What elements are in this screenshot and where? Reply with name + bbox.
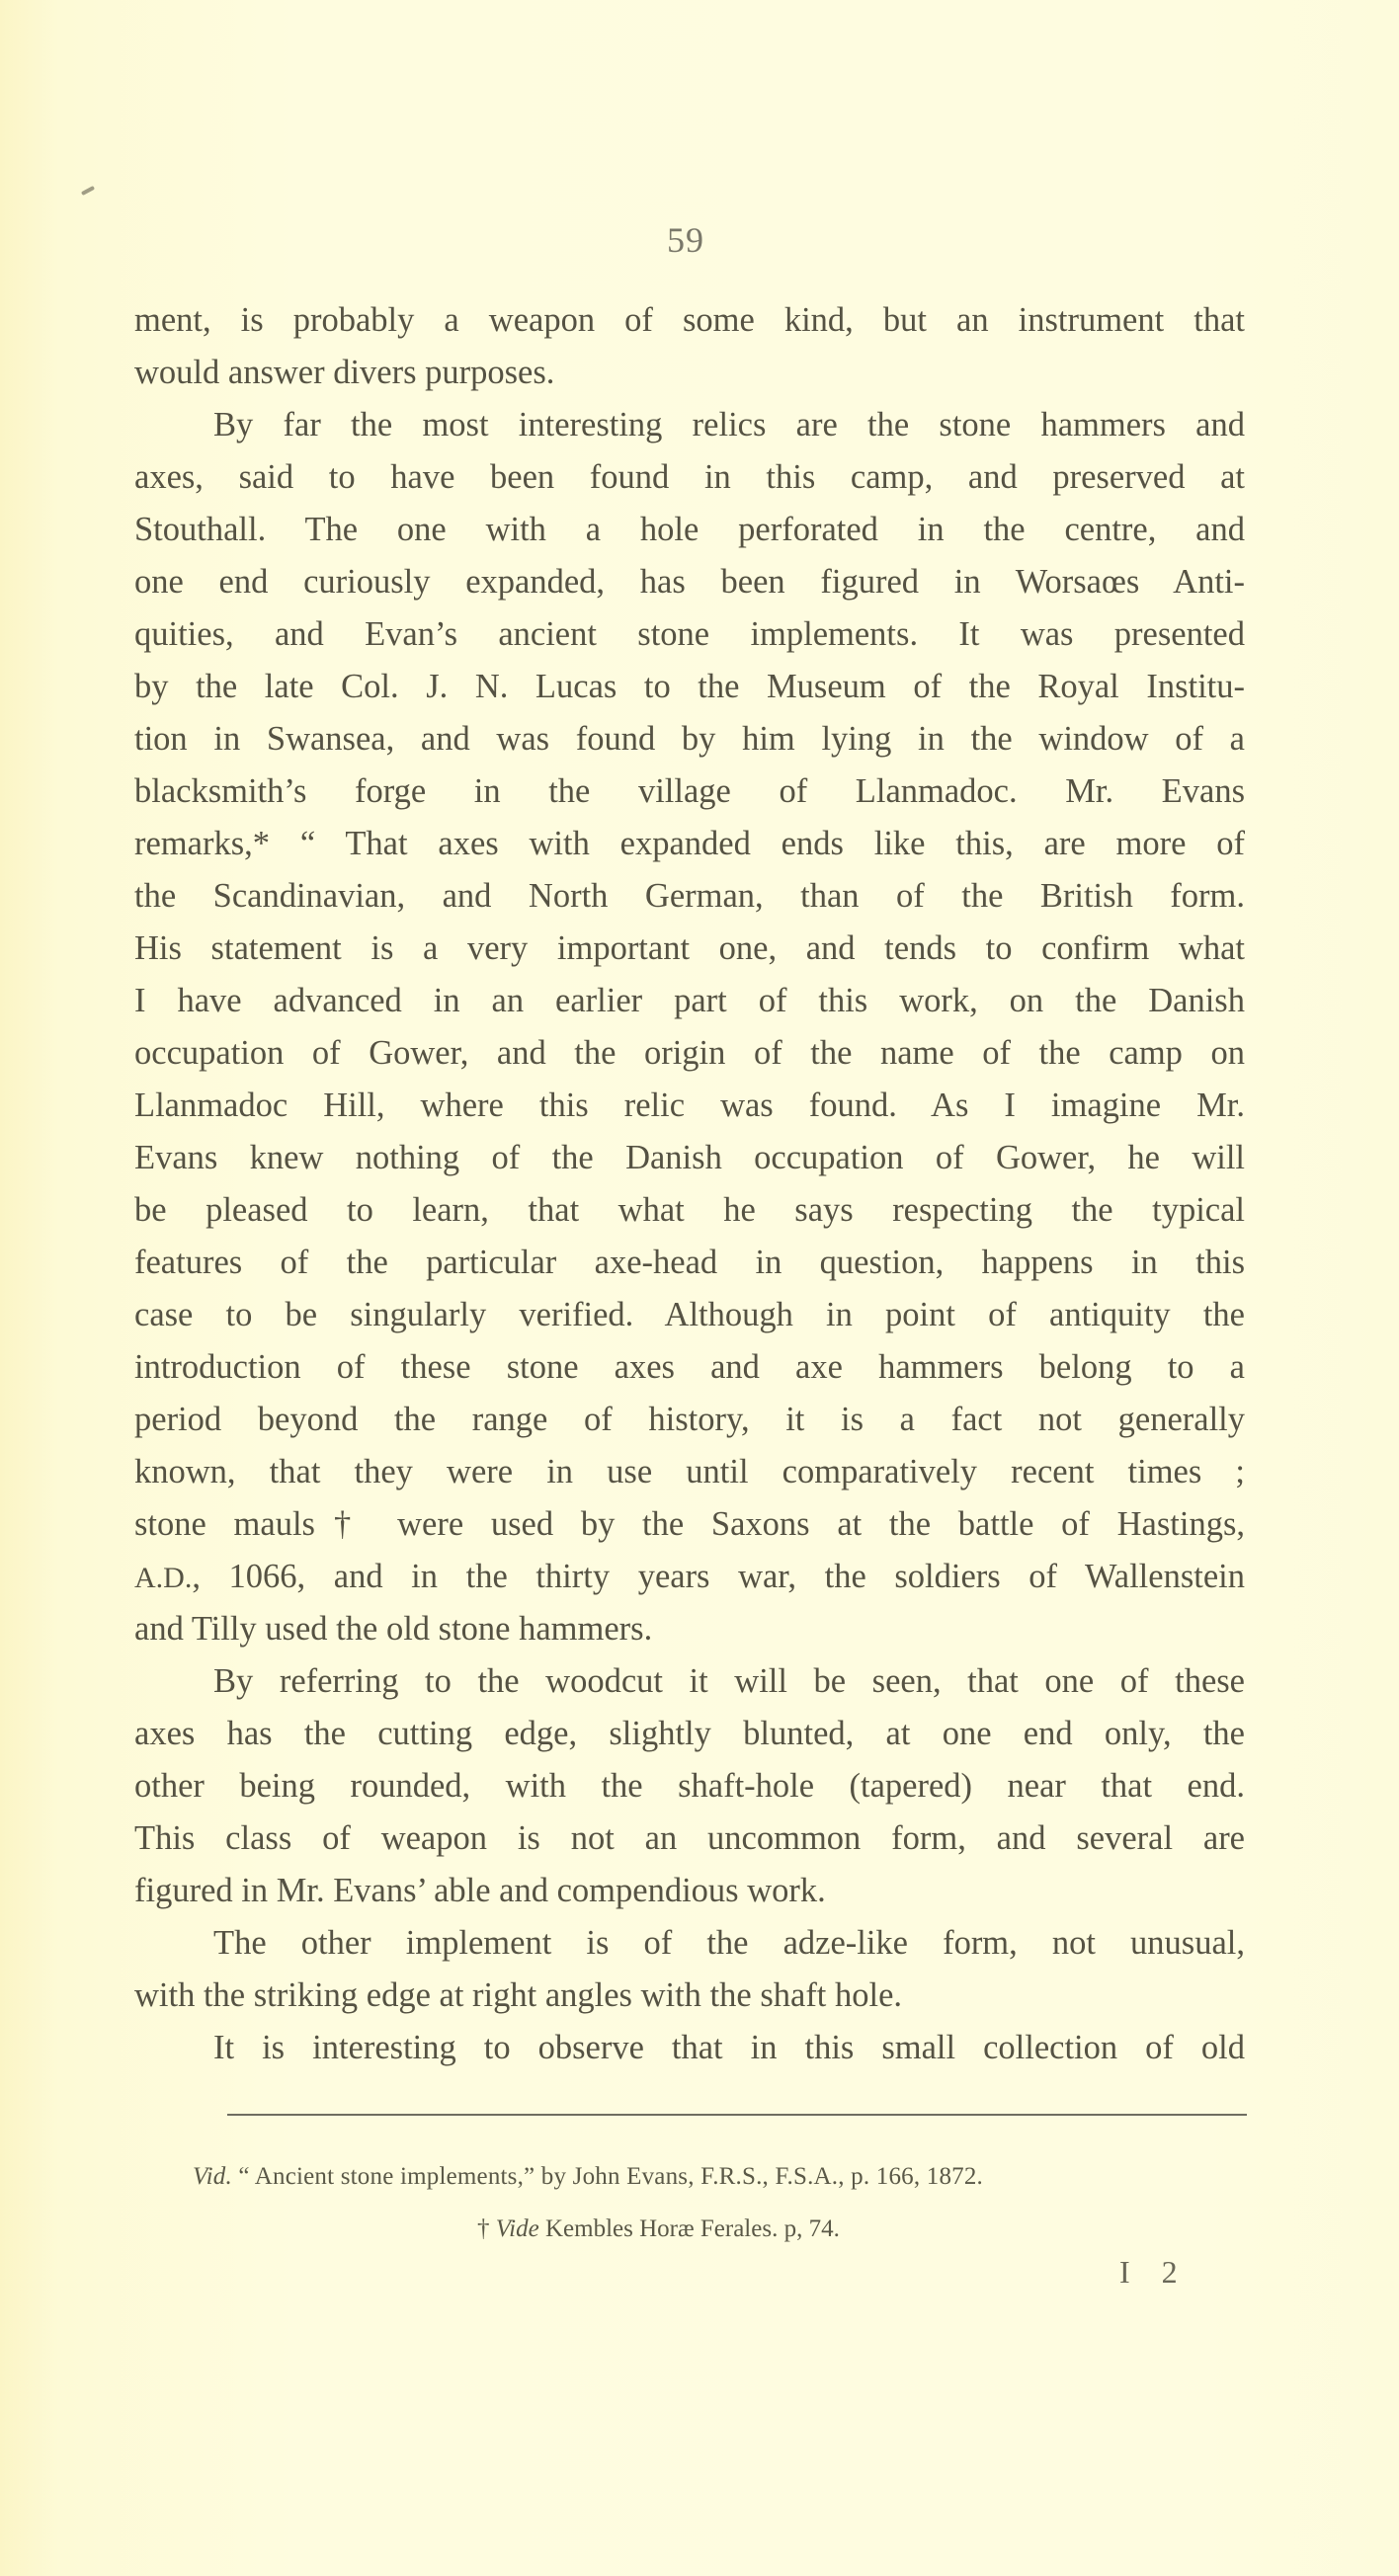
body-text [134,294,1245,2074]
footnote-marker: Vide [495,2215,539,2242]
paragraph-start-line: By far the most interesting relics are the stone hammers and [213,406,1245,443]
paragraph-start-line: It is interesting to observe that in this small collection of old [213,2029,1245,2066]
text-line [134,1551,1245,1603]
text-line: Llanmadoc Hill, where this relic was found. As I imagine Mr. [134,1087,1245,1124]
line-remainder: , 1066, and in the thirty years war, the soldiers of Wallenstein [192,1558,1245,1595]
footnote-text: “ Ancient stone implements,” by John Evans, F.R.S., F.S.A., p. 166, 1872. [231,2163,984,2190]
footnote-marker: Vid. [193,2163,232,2190]
text-line: tion in Swansea, and was found by him lying in the window of a [134,720,1245,758]
dagger-symbol: † [477,2215,496,2242]
text-line: one end curiously expanded, has been figured in Worsaœs Anti- [134,563,1245,601]
text-line: axes, said to have been found in this camp, and preserved at [134,458,1245,496]
text-line: known, that they were in use until comparatively recent times ; [134,1453,1245,1490]
text-line: other being rounded, with the shaft-hole (tapered) near that end. [134,1767,1245,1805]
footnote-asterisk [193,2163,983,2191]
text-line: by the late Col. J. N. Lucas to the Museum of the Royal Institu- [134,668,1245,705]
ink-speck [81,186,95,196]
text-line: remarks,* “ That axes with expanded ends like this, are more of [134,825,1245,862]
text-line: blacksmith’s forge in the village of Llanmadoc. Mr. Evans [134,772,1245,810]
text-line: introduction of these stone axes and axe hammers belong to a [134,1348,1245,1386]
text-line: Evans knew nothing of the Danish occupation of Gower, he will [134,1139,1245,1176]
text-line: stone mauls† were used by the Saxons at the battle of Hastings, [134,1505,1245,1543]
text-line: occupation of Gower, and the origin of the name of the camp on [134,1034,1245,1072]
paragraph-start-line: By referring to the woodcut it will be seen, that one of these [213,1662,1245,1700]
paragraph-start-line: The other implement is of the adze-like form, not unusual, [213,1924,1245,1962]
text-line: This class of weapon is not an uncommon form, and several are [134,1819,1245,1857]
text-line: Stouthall. The one with a hole perforated in the centre, and [134,511,1245,548]
footnote-text: Kembles Horæ Ferales. p, 74. [538,2215,840,2242]
text-line: and Tilly used the old stone hammers. [134,1610,653,1648]
text-line: case to be singularly verified. Although in point of antiquity the [134,1296,1245,1333]
text-line: period beyond the range of history, it is a fact not generally [134,1401,1245,1438]
text-line: quities, and Evan’s ancient stone implements. It was presented [134,615,1245,653]
text-line: be pleased to learn, that what he says respecting the typical [134,1191,1245,1229]
footnote-dagger [477,2215,840,2243]
text-line: would answer divers purposes. [134,354,555,391]
text-line: features of the particular axe-head in question, happens in this [134,1244,1245,1281]
signature-mark: I 2 [1119,2254,1190,2290]
text-line: with the striking edge at right angles with the shaft hole. [134,1976,903,2014]
text-line: figured in Mr. Evans’ able and compendious work. [134,1872,826,1909]
text-line: I have advanced in an earlier part of this work, on the Danish [134,982,1245,1019]
page-number: 59 [667,220,704,260]
text-line: axes has the cutting edge, slightly blunted, at one end only, the [134,1715,1245,1752]
small-caps-era: A.D. [134,1562,193,1594]
text-line: ment, is probably a weapon of some kind, but an instrument that [134,301,1245,339]
footnote-divider [227,2114,1247,2116]
text-line: the Scandinavian, and North German, than of the British form. [134,877,1245,915]
text-line: His statement is a very important one, and tends to confirm what [134,929,1245,967]
